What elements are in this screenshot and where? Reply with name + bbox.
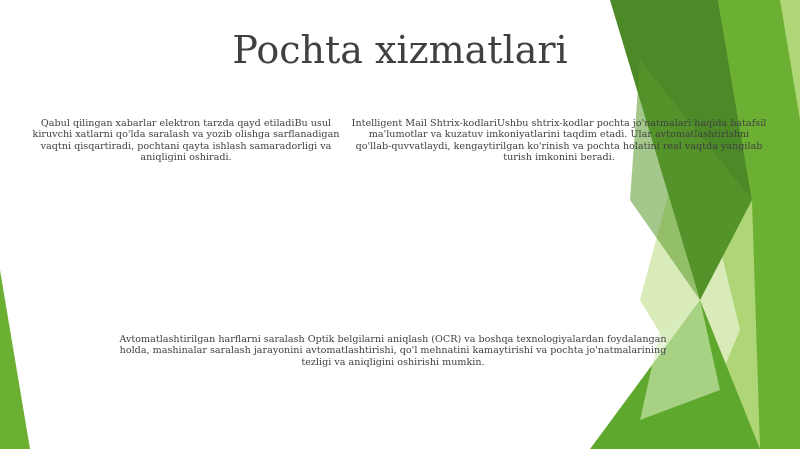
text-block-automated-letter-sorting: Avtomatlashtirilgan harflarni saralash Optik belgilarni aniqlash (OCR) va boshqa texnologiyalardan foydalangan holda, mashinalar saralash jarayonini avtomatlashtirishi, qo'l mehnatini kamaytirishi va pochta jo'natmalarining tezligi va aniqligini oshirishi mumkin. — [119, 334, 667, 368]
slide-title: Pochta xizmatlari — [232, 28, 568, 72]
text-block-intelligent-mail-barcodes: Intelligent Mail Shtrix-kodlariUshbu shtrix-kodlar pochta jo'natmalari haqida batafsil ma'lumotlar va kuzatuv imkoniyatlarini taqdim etadi. Ular avtomatlashtirishni qo'llab-quvvatlaydi, kengaytirilgan ko'rinish va pochta holatini real vaqtda yangilab turish imkonini beradi. — [351, 118, 767, 164]
text-block-received-mail: Qabul qilingan xabarlar elektron tarzda qayd etiladiBu usul kiruvchi xatlarni qo'lda saralash va yozib olishga sarflanadigan vaqtni qisqartiradi, pochtani qayta ishlash samaradorligi va aniqligini oshiradi. — [32, 118, 340, 164]
left-green-sliver — [0, 270, 30, 449]
